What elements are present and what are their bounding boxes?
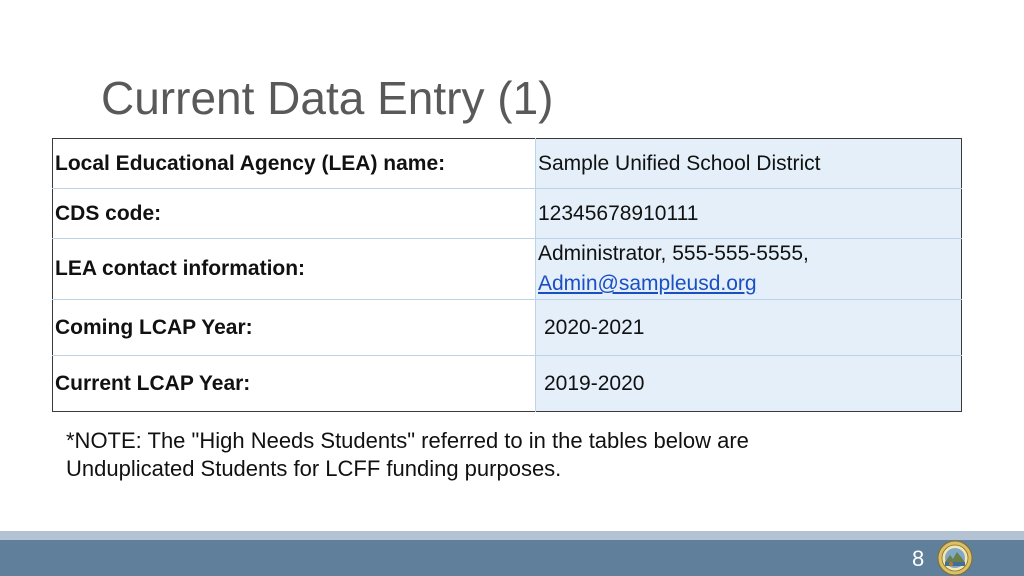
- table-row: [53, 139, 962, 189]
- contact-info-value: [536, 239, 962, 300]
- current-lcap-year-value: 2019-2020: [536, 356, 962, 412]
- coming-lcap-year-value: 2020-2021: [536, 300, 962, 356]
- footer-stripe: [0, 531, 1024, 540]
- table-row: [53, 300, 962, 356]
- lea-name-value: Sample Unified School District: [536, 139, 962, 189]
- cds-code-label: CDS code:: [53, 189, 536, 239]
- lea-info-table: [52, 138, 962, 412]
- contact-email-link[interactable]: Admin@sampleusd.org: [538, 272, 757, 295]
- table-row: [53, 356, 962, 412]
- note-line-1: *NOTE: The "High Needs Students" referred to in the tables below are: [66, 428, 749, 453]
- california-state-seal-icon: [937, 540, 973, 576]
- footer-bar: [0, 540, 1024, 576]
- contact-phone-text: Administrator, 555-555-5555,: [538, 242, 809, 265]
- lea-name-label: Local Educational Agency (LEA) name:: [53, 139, 536, 189]
- current-lcap-year-label: Current LCAP Year:: [53, 356, 536, 412]
- note-line-2: Unduplicated Students for LCFF funding purposes.: [66, 456, 562, 481]
- coming-lcap-year-label: Coming LCAP Year:: [53, 300, 536, 356]
- table-row: [53, 189, 962, 239]
- contact-info-label: LEA contact information:: [53, 239, 536, 300]
- note-text: [66, 427, 926, 483]
- page-number: 8: [912, 546, 925, 571]
- table-row: [53, 239, 962, 300]
- cds-code-value: 12345678910111: [536, 189, 962, 239]
- slide-title: Current Data Entry (1): [101, 72, 554, 124]
